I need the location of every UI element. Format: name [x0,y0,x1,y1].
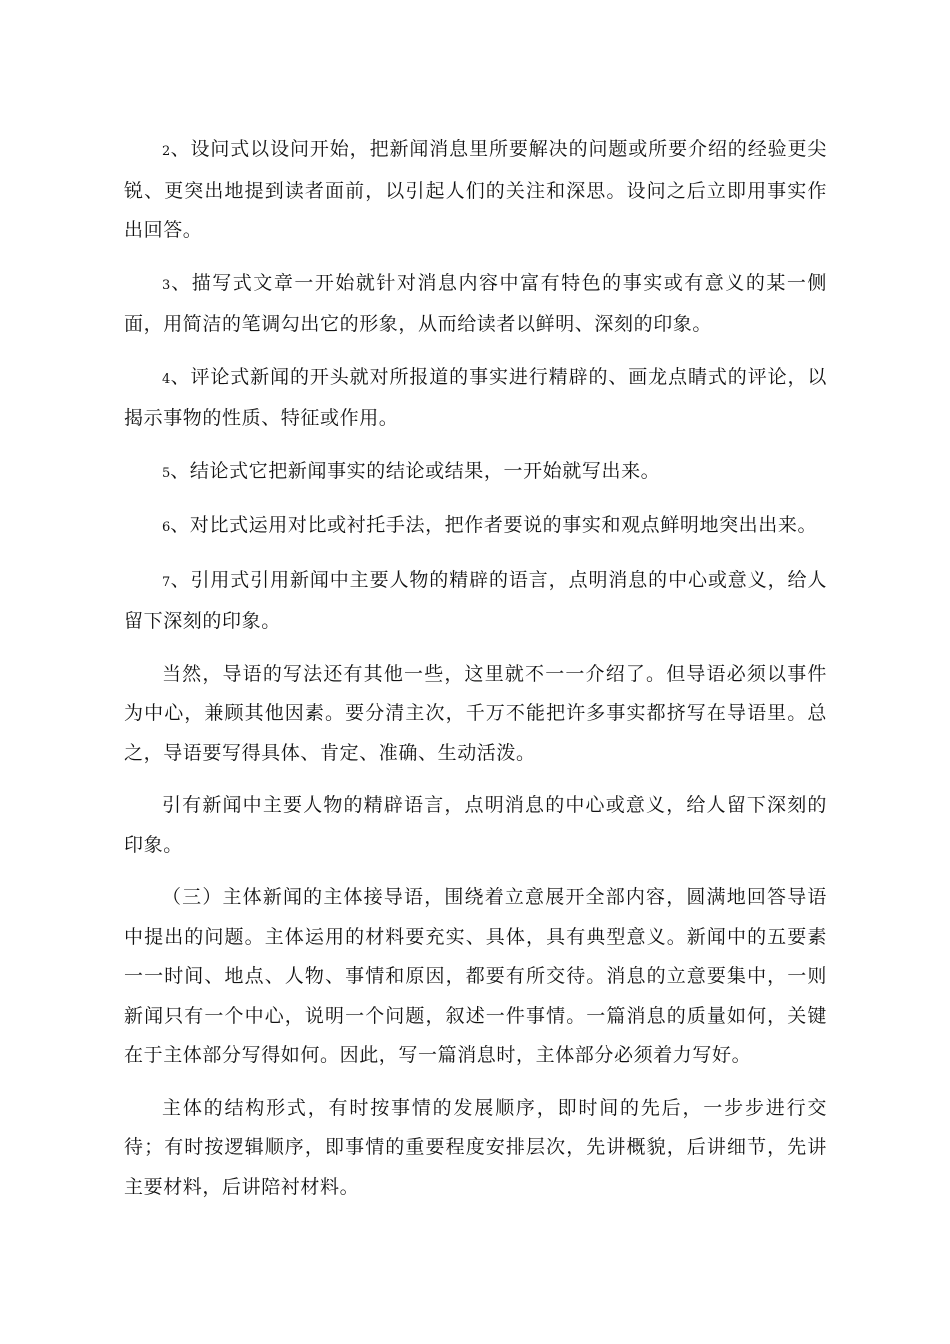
paragraph-text: 、评论式新闻的开头就对所报道的事实进行精辟的、画龙点睛式的评论，以揭示事物的性质、特征或作用。 [124,365,827,429]
item-number: 5 [162,465,171,481]
paragraph-text: （三）主体新闻的主体接导语，围绕着立意展开全部内容，圆满地回答导语中提出的问题。主体运用的材料要充实、具体，具有典型意义。新闻中的五要素一一时间、地点、人物、事情和原因，都要有所交待。消息的立意要集中，一则新闻只有一个中心，说明一个问题，叙述一件事情。一篇消息的质量如何，关键在于主体部分写得如何。因此，写一篇消息时，主体部分必须着力写好。 [124,886,827,1066]
paragraph-body-structure [124,1089,827,1208]
paragraph-quote-note [124,786,827,865]
paragraph-item-7 [124,561,827,642]
paragraph-text: 、对比式运用对比或衬托手法，把作者要说的事实和观点鲜明地突出出来。 [170,514,818,536]
paragraph-text: 引有新闻中主要人物的精辟语言，点明消息的中心或意义，给人留下深刻的印象。 [124,794,827,856]
paragraph-lead-summary [124,655,827,774]
paragraph-text: 、设问式以设问开始，把新闻消息里所要解决的问题或所要介绍的经验更尖锐、更突出地提到读者面前，以引起人们的关注和深思。设问之后立即用事实作出回答。 [124,138,827,241]
document-page [124,130,827,1220]
paragraph-section-body [124,878,827,1076]
paragraph-text: 、引用式引用新闻中主要人物的精辟的语言，点明消息的中心或意义，给人留下深刻的印象。 [124,568,827,632]
paragraph-item-2 [124,130,827,251]
item-number: 2 [162,144,171,159]
paragraph-text: 、结论式它把新闻事实的结论或结果，一开始就写出来。 [170,459,661,482]
paragraph-item-5 [124,452,827,494]
item-number: 7 [162,574,171,590]
item-number: 3 [162,277,171,293]
paragraph-text: 、描写式文章一开始就针对消息内容中富有特色的事实或有意义的某一侧面，用简洁的笔调勾出它的形象，从而给读者以鲜明、深刻的印象。 [124,271,827,335]
item-number: 6 [162,520,171,535]
paragraph-text: 当然，导语的写法还有其他一些，这里就不一一介绍了。但导语必须以事件为中心，兼顾其他因素。要分清主次，千万不能把许多事实都挤写在导语里。总之，导语要写得具体、肯定、准确、生动活泼。 [124,662,827,764]
item-number: 4 [162,371,171,387]
paragraph-item-4 [124,358,827,439]
paragraph-text: 主体的结构形式，有时按事情的发展顺序，即时间的先后，一步步进行交待；有时按逻辑顺序，即事情的重要程度安排层次，先讲概貌，后讲细节，先讲主要材料，后讲陪衬材料。 [124,1096,827,1198]
paragraph-item-3 [124,264,827,345]
paragraph-item-6 [124,506,827,548]
